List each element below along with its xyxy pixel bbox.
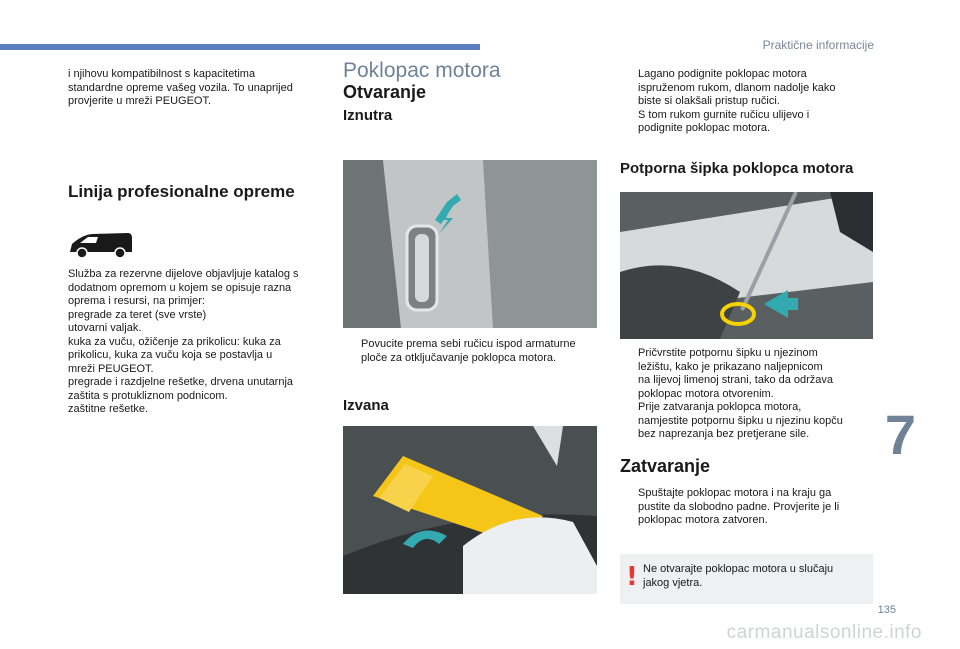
closing-heading: Zatvaranje: [620, 455, 711, 476]
equipment-list: Služba za rezervne dijelove objavljuje katalog s dodatnom opremom u kojem se opisuje razna oprema i resursi, na primjer: pregrade za teret (sve vrste) utovarni valjak. kuka za vuču, ožičenje za prikolicu: kuka za prikolicu, kuka za vuču koja se postavlja u mreži PEUGEOT. pregrade i razdjelne rešetke, drvena unutarnja zaštita s protukliznom podnicom. zaštitne rešetke.: [68, 268, 299, 415]
intro-paragraph: i njihovu kompatibilnost s kapacitetima standardne opreme vašeg vozila. To unaprijed provjerite u mreži PEUGEOT.: [68, 68, 293, 107]
section-title: Praktične informacije: [762, 38, 874, 52]
right-column: [620, 68, 882, 175]
figure-prop-rod: [620, 192, 873, 339]
watermark: carmanualsonline.info: [726, 622, 922, 643]
left-column: [68, 68, 326, 417]
header-rule: [0, 44, 480, 50]
bullet-item: Prije zatvaranja poklopca motora, namjestite potpornu šipku u njezinu kopču bez naprezanja bez pretjerane sile.: [638, 401, 843, 440]
inside-heading: Iznutra: [343, 107, 393, 124]
opening-heading: Otvaranje: [343, 81, 427, 102]
page-number: 135: [877, 604, 896, 616]
bullet-item: Povucite prema sebi ručicu ispod armaturne ploče za otključavanje poklopca motora.: [361, 338, 576, 364]
van-icon: [68, 230, 326, 260]
inside-instruction: [343, 338, 601, 413]
chapter-number: 7: [884, 403, 916, 466]
warning-text: Ne otvarajte poklopac motora u slučaju jakog vjetra.: [643, 563, 834, 589]
prop-rod-instructions: [620, 347, 882, 528]
figure-inside-lever: [343, 160, 597, 328]
prop-rod-heading: Potporna šipka poklopca motora: [620, 159, 854, 177]
warning-note: [620, 554, 873, 604]
bullet-item: S tom rukom gurnite ručicu ulijevo i podignite poklopac motora.: [638, 108, 810, 134]
outside-heading: Izvana: [343, 397, 389, 414]
bullet-item: Pričvrstite potpornu šipku u njezinom ležištu, kako je prikazano naljepnicom na lijevoj limenoj strani, tako da održava poklopac motora otvorenim.: [638, 347, 834, 400]
page-title: Poklopac motora: [343, 59, 501, 82]
bullet-item: Lagano podignite poklopac motora ispruženom rukom, dlanom nadolje kako biste si olakšali pristup ručici.: [638, 68, 836, 107]
warning-icon: !: [626, 562, 638, 592]
middle-column: [343, 59, 601, 124]
figure-outside-latch: [343, 426, 597, 594]
bullet-item: Spuštajte poklopac motora i na kraju ga pustite da slobodno padne. Provjerite je li poklopac motora zatvoren.: [638, 487, 840, 526]
section-heading: Linija profesionalne opreme: [68, 181, 295, 201]
